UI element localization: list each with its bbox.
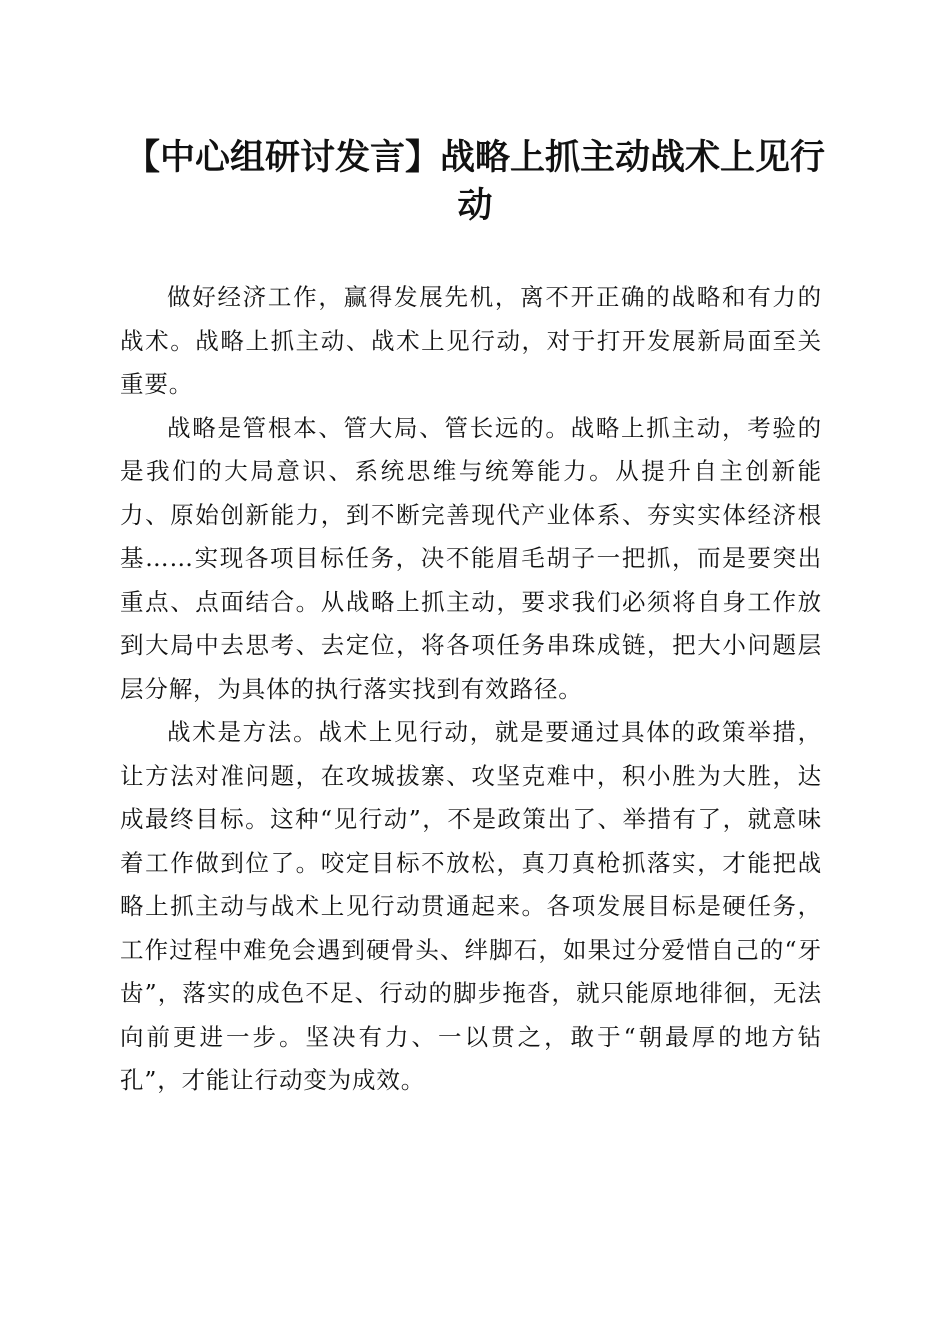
paragraph-2: 战略是管根本、管大局、管长远的。战略上抓主动，考验的是我们的大局意识、系统思维与统筹能力。从提升自主创新能力、原始创新能力，到不断完善现代产业体系、夯实实体经济根基……实现各项目标任务，决不能眉毛胡子一把抓，而是要突出重点、点面结合。从战略上抓主动，要求我们必须将自身工作放到大局中去思考、去定位，将各项任务串珠成链，把大小问题层层分解，为具体的执行落实找到有效路径。 — [120, 413, 822, 703]
document-body — [120, 276, 822, 1103]
paragraph-1: 做好经济工作，赢得发展先机，离不开正确的战略和有力的战术。战略上抓主动、战术上见行动，对于打开发展新局面至关重要。 — [120, 283, 822, 398]
paragraph-3: 战术是方法。战术上见行动，就是要通过具体的政策举措，让方法对准问题，在攻城拔寨、攻坚克难中，积小胜为大胜，达成最终目标。这种“见行动”，不是政策出了、举措有了，就意味着工作做到位了。咬定目标不放松，真刀真枪抓落实，才能把战略上抓主动与战术上见行动贯通起来。各项发展目标是硬任务，工作过程中难免会遇到硬骨头、绊脚石，如果过分爱惜自己的“牙齿”，落实的成色不足、行动的脚步拖沓，就只能原地徘徊，无法向前更进一步。坚决有力、一以贯之，敢于“朝最厚的地方钻孔”，才能让行动变为成效。 — [120, 718, 822, 1094]
document-title: 【中心组研讨发言】战略上抓主动战术上见行动 — [124, 138, 825, 226]
